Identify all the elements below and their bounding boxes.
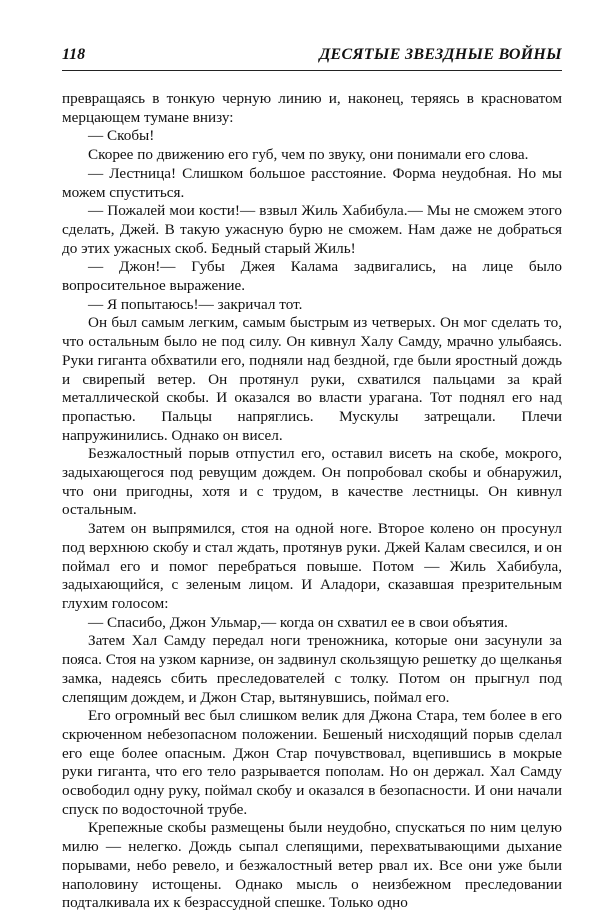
page-number: 118 xyxy=(62,46,86,63)
paragraph: — Спасибо, Джон Ульмар,— когда он схватил ее в свои объятия. xyxy=(88,613,508,631)
running-title: ДЕСЯТЫЕ ЗВЕЗДНЫЕ ВОЙНЫ xyxy=(319,46,562,63)
paragraph: превращаясь в тонкую черную линию и, наконец, теряясь в красноватом мерцающем тумане внизу: xyxy=(62,90,562,126)
paragraph: Его огромный вес был слишком велик для Джона Стара, тем более в его скрюченном небезопасном положении. Бешеный нисходящий порыв сделал его еще более опасным. Джон Стар почувствовал, вцепившись в мокрые руки гиганта, что его тело разрывается пополам. Но он держал. Хал Самду освободил одну руку, поймал скобу и оказался в безопасности. И они начали спуск по водосточной трубе. xyxy=(62,707,562,818)
body-text xyxy=(62,90,562,913)
paragraph: Он был самым легким, самым быстрым из четверых. Он мог сделать то, что остальным было не под силу. Он кивнул Халу Самду, мрачно улыбаясь. Руки гиганта обхватили его, подняли над бездной, где были яростный дождь и свирепый ветер. Он протянул руки, схватился пальцами за край металлической скобы. И оказался во власти урагана. Тот поднял его над пропастью. Пальцы напряглись. Мускулы затрещали. Плечи напружинились. Однако он висел. xyxy=(62,314,562,444)
running-header xyxy=(62,46,562,68)
paragraph: — Скобы! xyxy=(88,127,155,145)
paragraph: Затем он выпрямился, стоя на одной ноге. Второе колено он просунул под верхнюю скобу и стал ждать, протянув руки. Джей Калам свесился, и он поймал его и помог перебраться повыше. Потом — Жиль Хабибула, задыхающийся, с зеленым лицом. И Аладори, сказавшая презрительным глухим голосом: xyxy=(62,520,562,612)
header-rule xyxy=(62,70,562,71)
paragraph: Крепежные скобы размещены были неудобно, спускаться по ним целую милю — нелегко. Дождь сыпал слепящими, перехватывающими дыхание порывами, небо ревело, и безжалостный ветер рвал их. Все они уже были наполовину истощены. Однако мысль о неизбежном преследовании подталкивала их к безрассудной спешке. Только одно xyxy=(62,819,562,912)
paragraph: Скорее по движению его губ, чем по звуку, они понимали его слова. xyxy=(88,146,529,164)
paragraph: — Пожалей мои кости!— взвыл Жиль Хабибула.— Мы не сможем этого сделать, Джей. В такую ужасную бурю не сможем. Нам даже не добраться до этих ужасных скоб. Бедный старый Жиль! xyxy=(62,202,562,257)
paragraph: Безжалостный порыв отпустил его, оставил висеть на скобе, мокрого, задыхающегося под ревущим дождем. Он попробовал скобы и обнаружил, что они пригодны, хотя и с трудом, в качестве лестницы. Он кивнул остальным. xyxy=(62,445,562,519)
paragraph: — Я попытаюсь!— закричал тот. xyxy=(88,295,303,313)
paragraph: — Джон!— Губы Джея Калама задвигались, на лице было вопросительное выражение. xyxy=(62,258,562,295)
paragraph: Затем Хал Самду передал ноги треножника, которые они засунули за пояса. Стоя на узком карнизе, он задвинул скользящую решетку до щелканья замка, надеясь сбить преследователей с толку. Потом он прыгнул под слепящим дождем, и Джон Стар, вытянувшись, поймал его. xyxy=(62,632,562,706)
paragraph: — Лестница! Слишком большое расстояние. Форма неудобная. Но мы можем спуститься. xyxy=(62,164,562,201)
